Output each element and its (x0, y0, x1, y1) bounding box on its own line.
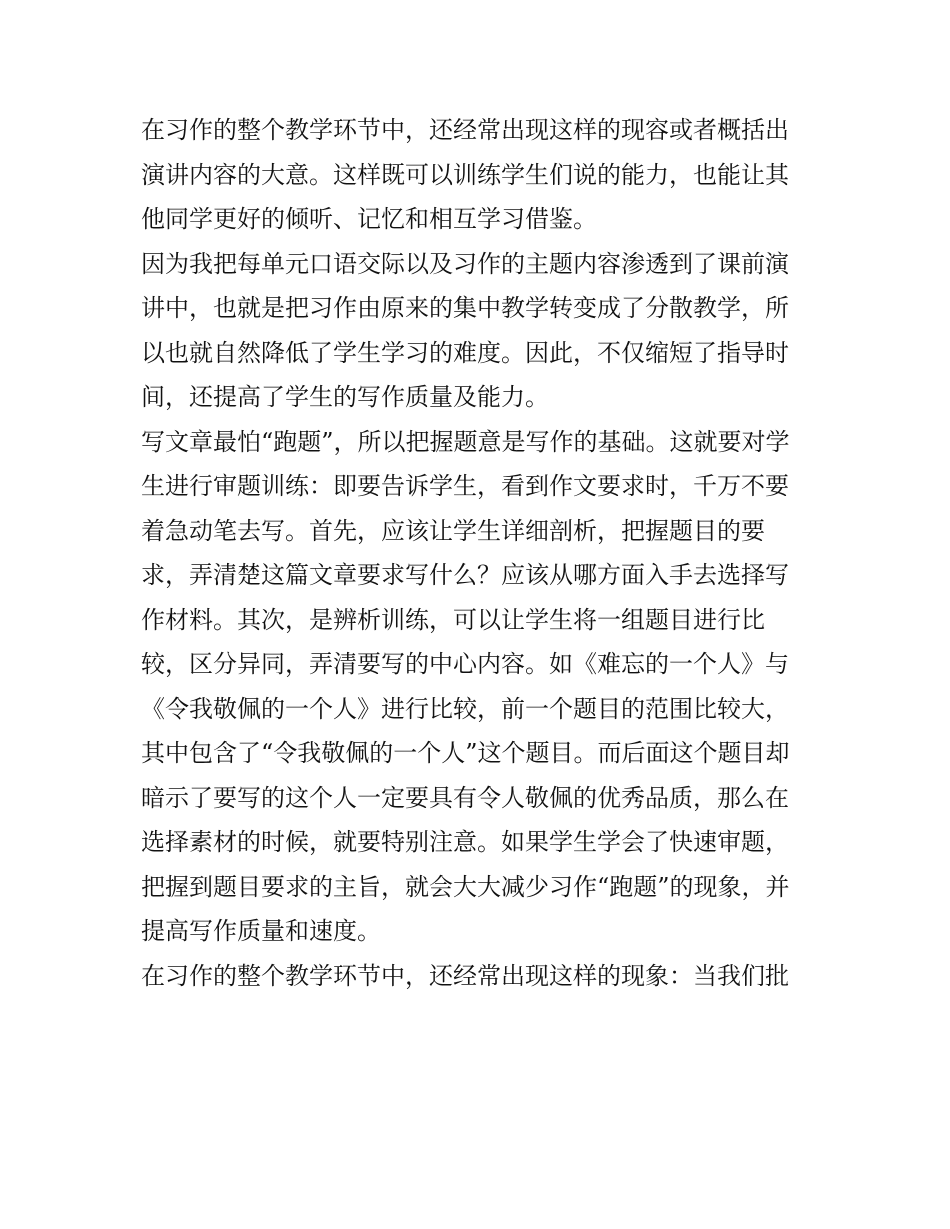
document-body (141, 108, 813, 998)
text-line: 把握到题目要求的主旨，就会大大减少习作“跑题”的现象，并 (141, 872, 790, 901)
text-line: 在习作的整个教学环节中，还经常出现这样的现容或者概括出 (141, 116, 789, 144)
paragraph-3 (141, 420, 813, 954)
text-line: 讲中，也就是把习作由原来的集中教学转变成了分散教学，所 (141, 294, 789, 322)
text-line: 间，还提高了学生的写作质量及能力。 (141, 383, 549, 411)
paragraph-1 (141, 108, 813, 242)
text-line: 暗示了要写的这个人一定要具有令人敬佩的优秀品质，那么在 (141, 783, 789, 812)
paragraph-4 (141, 954, 813, 999)
text-line: 他同学更好的倾听、记忆和相互学习借鉴。 (141, 205, 597, 233)
text-line: 在习作的整个教学环节中，还经常出现这样的现象：当我们批 (141, 961, 789, 990)
text-line: 《令我敬佩的一个人》进行比较，前一个题目的范围比较大， (141, 694, 789, 723)
text-line: 着急动笔去写。首先，应该让学生详细剖析，把握题目的要 (141, 516, 765, 545)
text-line: 选择素材的时候，就要特别注意。如果学生学会了快速审题， (141, 828, 789, 856)
text-line: 较，区分异同，弄清要写的中心内容。如《难忘的一个人》与 (141, 650, 789, 678)
text-line: 生进行审题训练：即要告诉学生，看到作文要求时，千万不要 (141, 472, 789, 500)
paragraph-2 (141, 242, 813, 420)
text-line: 写文章最怕“跑题”，所以把握题意是写作的基础。这就要对学 (141, 427, 790, 456)
text-line: 因为我把每单元口语交际以及习作的主题内容渗透到了课前演 (141, 249, 789, 278)
text-line: 作材料。其次，是辨析训练，可以让学生将一组题目进行比 (141, 605, 765, 634)
text-line: 提高写作质量和速度。 (141, 917, 381, 945)
text-line: 求，弄清楚这篇文章要求写什么？应该从哪方面入手去选择写 (141, 561, 789, 589)
text-line: 其中包含了“令我敬佩的一个人”这个题目。而后面这个题目却 (141, 739, 790, 767)
text-line: 以也就自然降低了学生学习的难度。因此，不仅缩短了指导时 (141, 338, 789, 367)
text-line: 演讲内容的大意。这样既可以训练学生们说的能力，也能让其 (141, 160, 789, 189)
